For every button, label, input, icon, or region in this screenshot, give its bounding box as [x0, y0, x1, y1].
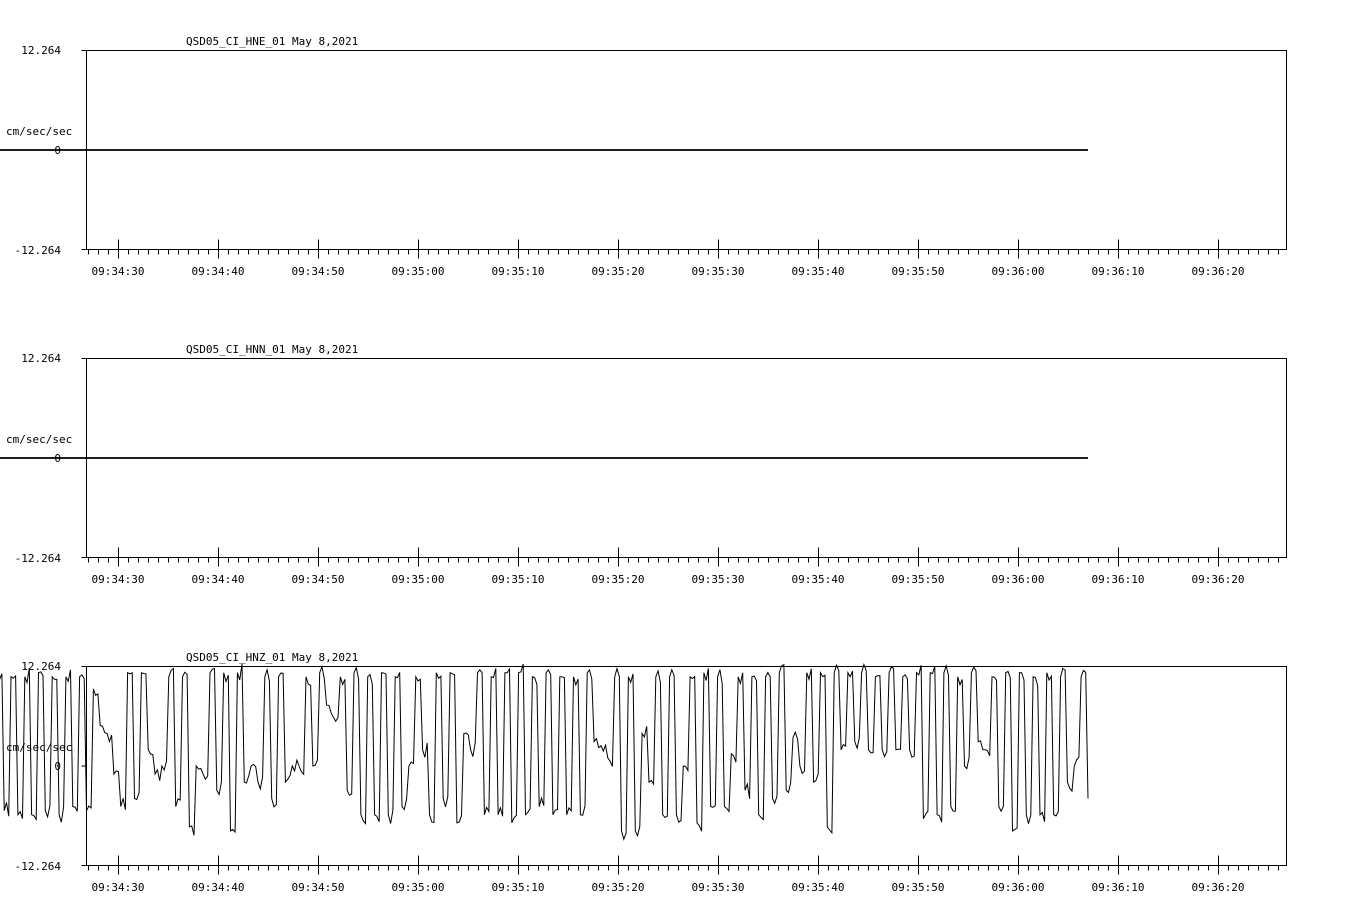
x-tick-label: 09:35:50 — [891, 573, 945, 586]
y-tick-label-max: 12.264 — [21, 44, 61, 57]
x-tick-label: 09:35:20 — [591, 881, 645, 894]
waveform-trace-hnz — [0, 664, 1088, 839]
panel-hne — [0, 35, 1287, 278]
x-tick-label: 09:35:40 — [791, 573, 845, 586]
x-tick-label: 09:35:40 — [791, 881, 845, 894]
x-tick-label: 09:34:50 — [291, 265, 345, 278]
x-tick-label: 09:34:40 — [191, 265, 245, 278]
x-tick-label: 09:36:20 — [1191, 881, 1245, 894]
x-tick-label: 09:35:30 — [691, 573, 745, 586]
x-tick-label: 09:36:00 — [991, 881, 1045, 894]
x-tick-label: 09:34:50 — [291, 573, 345, 586]
x-tick-label: 09:34:30 — [91, 573, 145, 586]
x-tick-label: 09:35:30 — [691, 881, 745, 894]
y-tick-label-min: -12.264 — [14, 552, 61, 565]
x-tick-label: 09:35:30 — [691, 265, 745, 278]
panel-title: QSD05_CI_HNZ_01 May 8,2021 — [186, 651, 359, 664]
y-axis-label: cm/sec/sec — [6, 433, 73, 446]
x-tick-label: 09:34:40 — [191, 573, 245, 586]
y-tick-label-zero: 0 — [54, 452, 61, 465]
x-tick-label: 09:35:00 — [391, 573, 445, 586]
x-tick-label: 09:35:10 — [491, 881, 545, 894]
x-tick-label: 09:34:40 — [191, 881, 245, 894]
x-tick-label: 09:34:30 — [91, 265, 145, 278]
x-tick-label: 09:34:50 — [291, 881, 345, 894]
x-ticks — [82, 51, 1279, 259]
y-axis-label: cm/sec/sec — [6, 125, 73, 138]
x-tick-label: 09:34:30 — [91, 881, 145, 894]
x-tick-label: 09:36:20 — [1191, 573, 1245, 586]
y-tick-label-zero: 0 — [54, 144, 61, 157]
x-tick-label: 09:36:10 — [1091, 265, 1145, 278]
x-tick-label: 09:35:20 — [591, 265, 645, 278]
y-tick-label-min: -12.264 — [14, 244, 61, 257]
y-tick-label-max: 12.264 — [21, 352, 61, 365]
y-tick-label-min: -12.264 — [14, 860, 61, 873]
x-tick-label: 09:35:10 — [491, 573, 545, 586]
x-tick-label: 09:35:50 — [891, 881, 945, 894]
x-tick-label: 09:35:50 — [891, 265, 945, 278]
x-tick-labels — [92, 881, 1245, 894]
plot-frame — [87, 667, 1287, 866]
x-tick-label: 09:35:00 — [391, 265, 445, 278]
x-tick-label: 09:36:10 — [1091, 573, 1145, 586]
y-tick-label-zero: 0 — [54, 760, 61, 773]
x-tick-label: 09:36:20 — [1191, 265, 1245, 278]
x-tick-label: 09:36:10 — [1091, 881, 1145, 894]
y-axis-label: cm/sec/sec — [6, 741, 73, 754]
x-ticks — [82, 359, 1279, 567]
panel-title: QSD05_CI_HNN_01 May 8,2021 — [186, 343, 359, 356]
panel-title: QSD05_CI_HNE_01 May 8,2021 — [186, 35, 359, 48]
x-tick-label: 09:36:00 — [991, 573, 1045, 586]
x-tick-label: 09:35:00 — [391, 881, 445, 894]
x-ticks — [82, 667, 1279, 875]
x-tick-labels — [92, 573, 1245, 586]
y-tick-label-max: 12.264 — [21, 660, 61, 673]
panel-hnz — [0, 651, 1287, 894]
x-tick-label: 09:36:00 — [991, 265, 1045, 278]
x-tick-labels — [92, 265, 1245, 278]
waveform-line — [0, 664, 1088, 839]
panel-hnn — [0, 343, 1287, 586]
x-tick-label: 09:35:40 — [791, 265, 845, 278]
x-tick-label: 09:35:10 — [491, 265, 545, 278]
x-tick-label: 09:35:20 — [591, 573, 645, 586]
